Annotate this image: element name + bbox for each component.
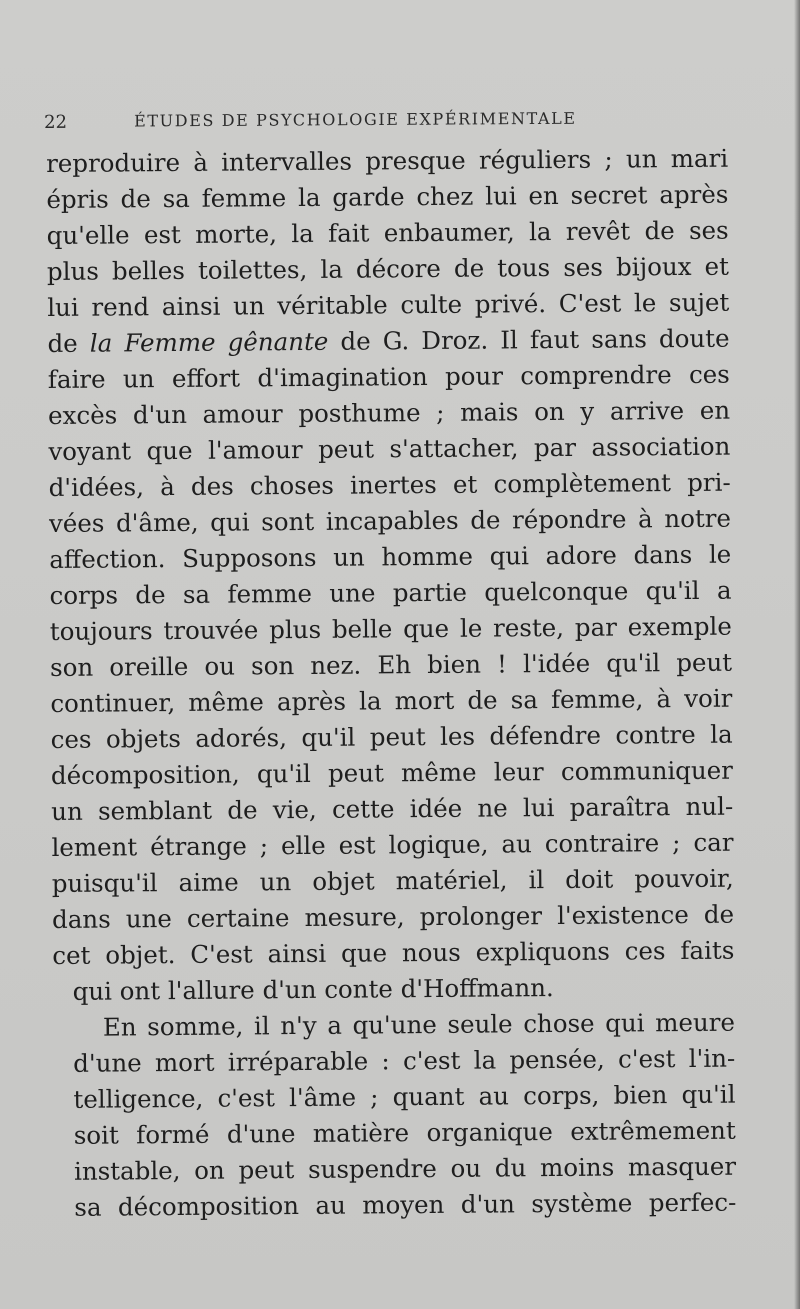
text-line: continuer, même après la mort de sa femme, à voir [50,683,733,718]
text-line: cet objet. C'est ainsi que nous expliquons ces faits [52,935,735,970]
text-line: puisqu'il aime un objet matériel, il doit pouvoir, [51,863,734,898]
body-text [46,141,736,1226]
text-line: soit formé d'une matière organique extrêmement [73,1115,736,1150]
running-title: ÉTUDES DE PSYCHOLOGIE EXPÉRIMENTALE [134,108,577,131]
text-line: d'idées, à des choses inertes et complètement pri- [48,467,731,502]
page-edge-shadow [794,0,800,1309]
text-line: ces objets adorés, qu'il peut les défendre contre la [50,719,733,754]
text-line: faire un effort d'imagination pour comprendre ces [47,359,730,394]
text-line: qui ont l'allure d'un conte d'Hoffmann. [72,973,554,1006]
text-line: voyant que l'amour peut s'attacher, par association [48,431,731,466]
book-title: la Femme gênante [89,326,329,358]
text-line: toujours trouvée plus belle que le reste, par exemple [49,611,732,646]
text-line: instable, on peut suspendre ou du moins masquer [73,1151,737,1186]
page-header [44,102,624,136]
text-line: affection. Supposons un homme qui adore dans le [49,539,732,574]
text-line: excès d'un amour posthume ; mais on y arrive en [48,395,731,430]
text-fragment: de G. Droz. Il faut sans doute [328,323,730,356]
text-line: qu'elle est morte, la fait enbaumer, la revêt de ses [46,215,729,250]
text-line: dans une certaine mesure, prolonger l'existence de [51,899,735,934]
text-line: reproduire à intervalles presque réguliers ; un mari [46,143,729,178]
text-fragment: de [47,328,90,358]
text-line: telligence, c'est l'âme ; quant au corps, bien qu'il [73,1079,736,1114]
text-line-with-title [47,321,729,362]
page-number: 22 [44,111,68,133]
text-line: d'une mort irréparable : c'est la pensée, c'est l'in- [73,1043,736,1078]
text-line: plus belles toilettes, la décore de tous ses bijoux et [46,251,730,286]
text-line: décomposition, qu'il peut même leur communiquer [50,755,734,790]
paragraph-start-line: En somme, il n'y a qu'une seule chose qui meure [102,1007,736,1042]
text-line: son oreille ou son nez. Eh bien ! l'idée qu'il peut [49,647,733,682]
text-line: vées d'âme, qui sont incapables de répondre à notre [48,503,732,538]
text-line: épris de sa femme la garde chez lui en secret après [46,179,729,214]
text-line: lui rend ainsi un véritable culte privé. C'est le sujet [47,287,730,322]
text-line: corps de sa femme une partie quelconque qu'il a [49,575,732,610]
text-line: lement étrange ; elle est logique, au contraire ; car [51,827,734,862]
text-line: un semblant de vie, cette idée ne lui paraîtra nul- [51,791,734,826]
text-line: sa décomposition au moyen d'un système perfec- [74,1187,737,1222]
